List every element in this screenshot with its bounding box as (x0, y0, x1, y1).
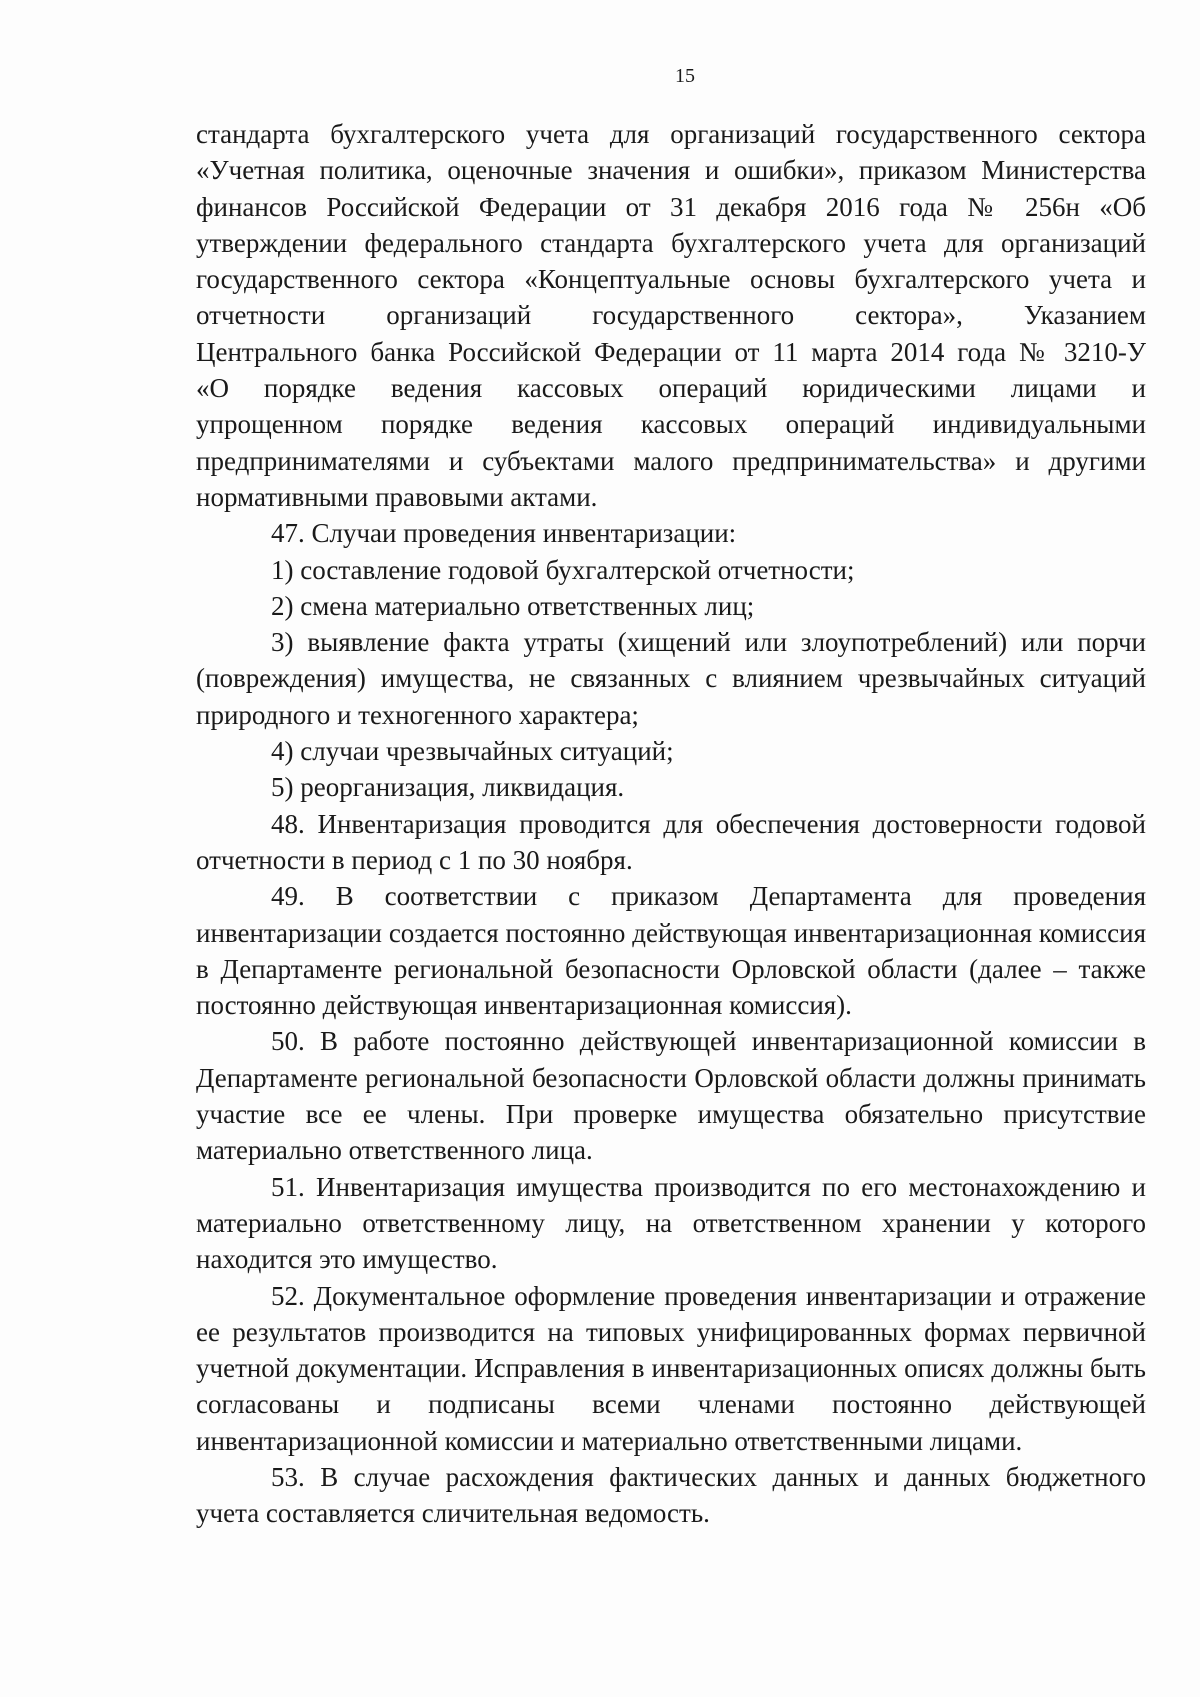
paragraph-47-heading: 47. Случаи проведения инвентаризации: (271, 518, 737, 549)
paragraph-49: 49. В соответствии с приказом Департамента для проведения инвентаризации создается постоянно действующая инвентаризационная комиссия в Департаменте региональной безопасности Орловской области (далее – также постоянно действующая инвентаризационная комиссия). (196, 881, 1146, 1021)
text-line: государственного сектора «Концептуальные основы бухгалтерского учета и (196, 264, 1146, 295)
text-line: стандарта бухгалтерского учета для организаций государственного сектора (196, 119, 1146, 149)
text-line: финансов Российской Федерации от 31 декабря 2016 года № 256н «Об (196, 191, 1146, 222)
paragraph-47-item-1: 1) составление годовой бухгалтерской отчетности; (271, 554, 855, 585)
paragraph-50: 50. В работе постоянно действующей инвентаризационной комиссии в Департаменте региональной безопасности Орловской области должны принимать участие все ее члены. При проверке имущества обязательно присутствие материально ответственного лица. (196, 1026, 1146, 1166)
text-line: «О порядке ведения кассовых операций юридическими лицами и (196, 373, 1146, 404)
text-line: предпринимателями и субъектами малого предпринимательства» и другими (196, 445, 1146, 476)
paragraph-53: 53. В случае расхождения фактических данных и данных бюджетного учета составляется сличительная ведомость. (196, 1461, 1146, 1529)
document-body (196, 116, 1146, 1532)
paragraph-47-item-5: 5) реорганизация, ликвидация. (271, 772, 625, 803)
text-line: отчетности организаций государственного сектора», Указанием (196, 300, 1146, 331)
text-line: нормативными правовыми актами. (196, 481, 598, 512)
text-line: утверждении федерального стандарта бухгалтерского учета для организаций (196, 227, 1146, 258)
paragraph-47-item-3: 3) выявление факта утраты (хищений или злоупотреблений) или порчи (повреждения) имущества, не связанных с влиянием чрезвычайных ситуаций природного и техногенного характера; (196, 627, 1146, 730)
lead-paragraph (196, 116, 1146, 515)
paragraph-47-item-2: 2) смена материально ответственных лиц; (271, 590, 755, 621)
paragraph-47-item-4: 4) случаи чрезвычайных ситуаций; (271, 736, 674, 767)
paragraph-48: 48. Инвентаризация проводится для обеспечения достоверности годовой отчетности в период с 1 по 30 ноября. (196, 808, 1146, 875)
text-line: Центрального банка Российской Федерации от 11 марта 2014 года № 3210-У (196, 336, 1146, 367)
paragraph-52: 52. Документальное оформление проведения инвентаризации и отражение ее результатов производится на типовых унифицированных формах первичной учетной документации. Исправления в инвентаризационных описях должны быть согласованы и подписаны всеми членами постоянно действующей инвентаризационной комиссии и материально ответственными лицами. (196, 1280, 1146, 1456)
page-number: 15 (675, 65, 695, 87)
text-line: «Учетная политика, оценочные значения и ошибки», приказом Министерства (196, 155, 1146, 186)
text-line: упрощенном порядке ведения кассовых операций индивидуальными (196, 409, 1146, 440)
paragraph-51: 51. Инвентаризация имущества производится по его местонахождению и материально ответственному лицу, на ответственном хранении у которого находится это имущество. (196, 1171, 1146, 1275)
